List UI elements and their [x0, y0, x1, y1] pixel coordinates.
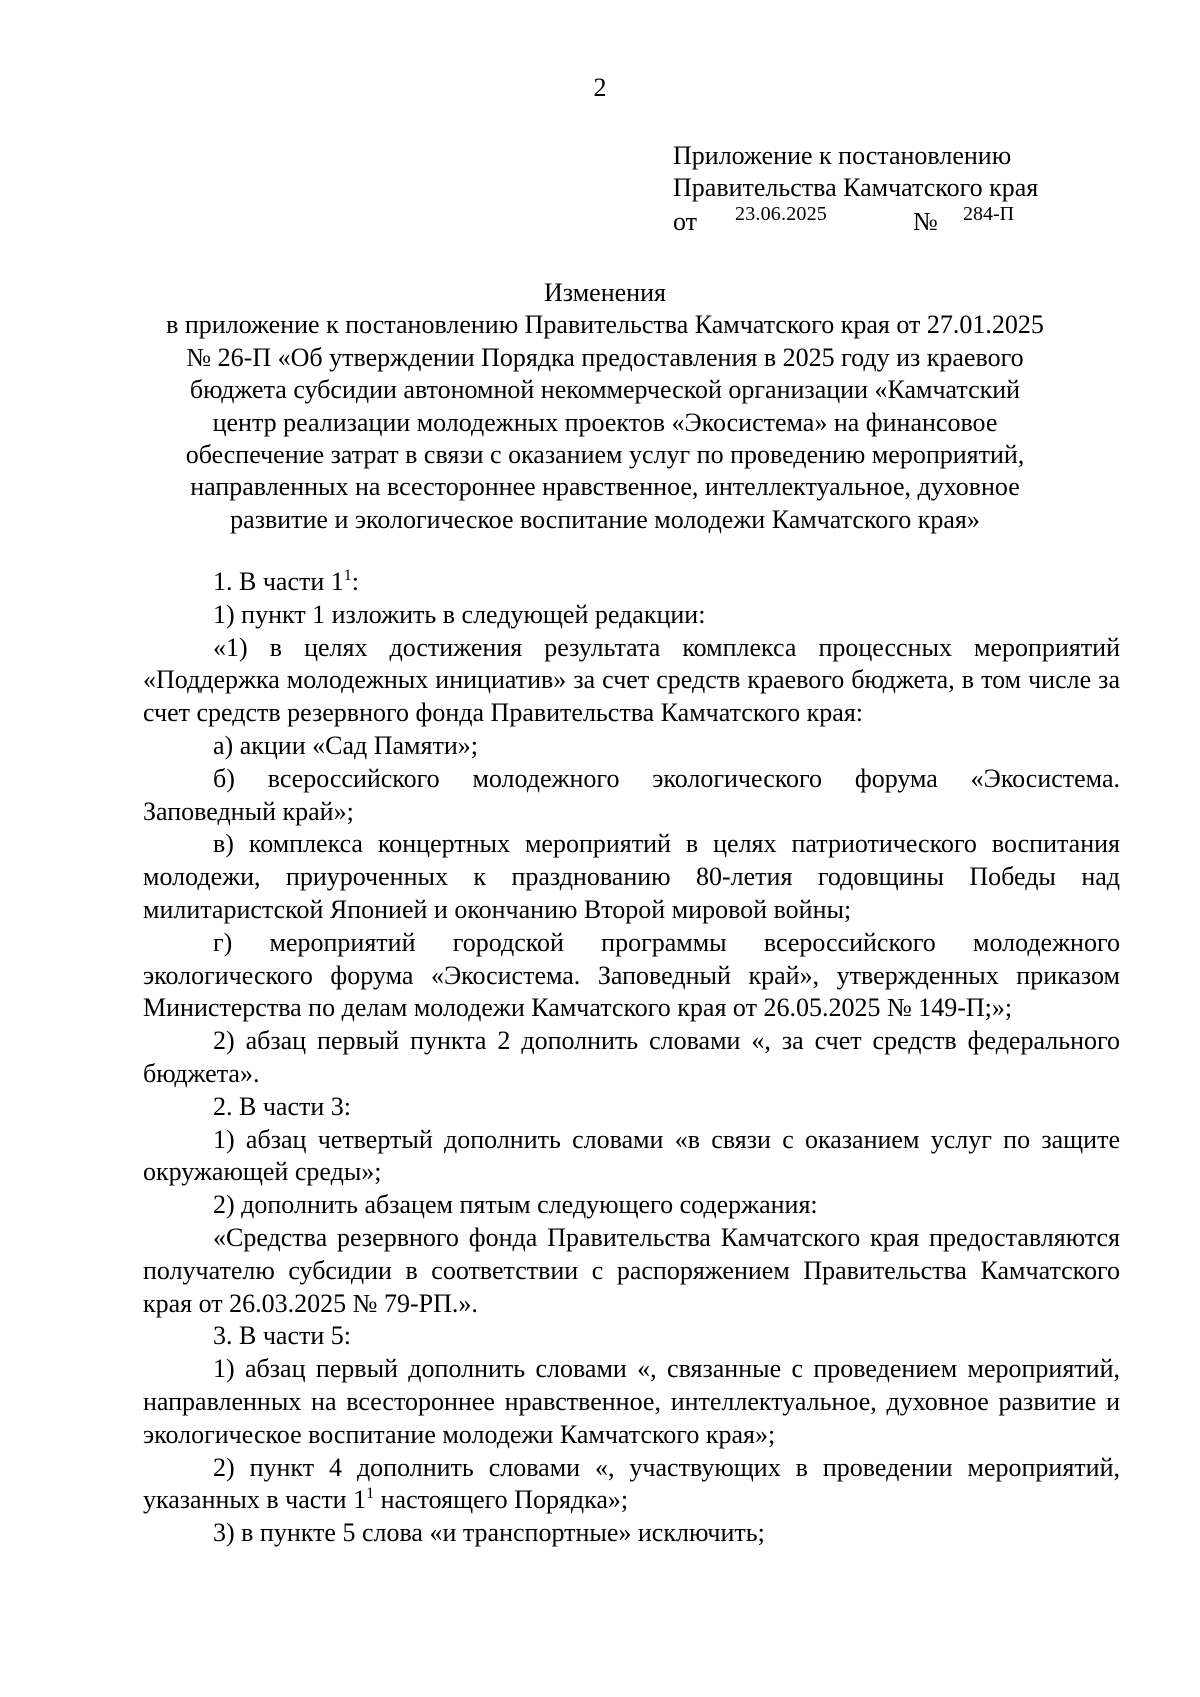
superscript-one: 1	[343, 567, 352, 584]
paragraph-4: а) акции «Сад Памяти»;	[213, 730, 478, 760]
title-line: центр реализации молодежных проектов «Экосистема» на финансовое	[212, 407, 998, 437]
title-line: направленных на всестороннее нравственное, интеллектуальное, духовное	[190, 472, 1020, 502]
paragraph-1-text: 1. В части 1	[213, 567, 344, 596]
paragraph-2: 1) пункт 1 изложить в следующей редакции:	[213, 599, 706, 629]
title-line: обеспечение затрат в связи с оказанием услуг по проведению мероприятий,	[185, 440, 1025, 470]
document-body	[143, 566, 1120, 1550]
paragraph-11: 2) дополнить абзацем пятым следующего содержания:	[213, 1190, 818, 1220]
annex-number-label: №	[913, 207, 938, 236]
paragraph-12: «Средства резервного фонда Правительства Камчатского края предоставляются получателю субсидии в соответствии с распоряжением Правительства Камчатского края от 26.03.2025 № 79-РП.».	[143, 1222, 1120, 1318]
title-heading: Изменения	[544, 278, 666, 307]
paragraph-3: «1) в целях достижения результата комплекса процессных мероприятий «Поддержка молодежных инициатив» за счет средств краевого бюджета, в том числе за счет средств резервного фонда Правительства Камчатского края:	[143, 632, 1120, 728]
paragraph-1-colon: :	[351, 567, 360, 596]
annex-line-1: Приложение к постановлению	[673, 141, 1012, 170]
paragraph-7: г) мероприятий городской программы всероссийского молодежного экологического форума «Экосистема. Заповедный край», утвержденных приказом Министерства по делам молодежи Камчатского края от 26.05.2025 № 149-П;»;	[143, 927, 1120, 1023]
paragraph-10: 1) абзац четвертый дополнить словами «в связи с оказанием услуг по защите окружающей среды»;	[143, 1124, 1120, 1187]
paragraph-5: б) всероссийского молодежного экологического форума «Экосистема. Заповедный край»;	[143, 763, 1120, 826]
paragraph-13: 3. В части 5:	[213, 1321, 351, 1351]
title-line: в приложение к постановлению Правительства Камчатского края от 27.01.2025	[166, 310, 1044, 340]
annex-date: 23.06.2025	[735, 203, 827, 225]
paragraph-8: 2) абзац первый пункта 2 дополнить словами «, за счет средств федерального бюджета».	[143, 1026, 1120, 1088]
annex-number: 284-П	[963, 203, 1015, 225]
paragraph-1	[143, 566, 1120, 599]
annex-date-row	[673, 204, 1143, 234]
paragraph-9: 2. В части 3:	[213, 1091, 351, 1121]
superscript-one: 1	[366, 1485, 375, 1503]
annex-from-label: от	[673, 207, 698, 236]
annex-block	[673, 140, 1143, 234]
title-line: развитие и экологическое воспитание молодежи Камчатского края»	[230, 504, 980, 534]
paragraph-15-tail: настоящего Порядка»;	[374, 1485, 629, 1515]
annex-line-2: Правительства Камчатского края	[673, 173, 1039, 202]
title-line: бюджета субсидии автономной некоммерческой организации «Камчатский	[189, 375, 1021, 405]
paragraph-16: 3) в пункте 5 слова «и транспортные» исключить;	[213, 1518, 765, 1548]
paragraph-6: в) комплекса концертных мероприятий в целях патриотического воспитания молодежи, приуроченных к празднованию 80-летия годовщины Победы над милитаристской Японией и окончанию Второй мировой войны;	[143, 829, 1120, 924]
document-title	[130, 277, 1080, 536]
page-number: 2	[593, 73, 607, 102]
paragraph-15	[143, 1452, 1120, 1518]
title-line: № 26-П «Об утверждении Порядка предоставления в 2025 году из краевого	[186, 342, 1024, 372]
paragraph-15-text: 2) пункт 4 дополнить словами «, участвующих в проведении мероприятий, указанных в части 1	[143, 1452, 1120, 1515]
paragraph-14: 1) абзац первый дополнить словами «, связанные с проведением мероприятий, направленных на всестороннее нравственное, интеллектуальное, духовное развитие и экологическое воспитание молодежи Камчатского края»;	[143, 1354, 1120, 1449]
